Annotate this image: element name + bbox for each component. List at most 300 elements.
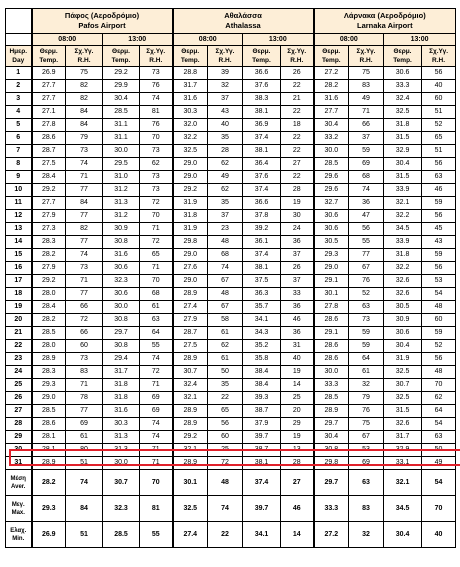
humidity-cell: 72 bbox=[140, 236, 173, 249]
temperature-cell: 38.1 bbox=[243, 262, 281, 275]
day-row bbox=[6, 288, 456, 301]
humidity-cell: 82 bbox=[66, 93, 103, 106]
temperature-cell: 30.5 bbox=[384, 301, 422, 314]
humidity-cell: 26 bbox=[281, 262, 314, 275]
humidity-cell: 62 bbox=[208, 158, 243, 171]
summary-row bbox=[6, 470, 456, 496]
temperature-cell: 32.7 bbox=[314, 197, 349, 210]
temperature-cell: 28.1 bbox=[32, 431, 66, 444]
humidity-cell: 66 bbox=[66, 327, 103, 340]
temperature-cell: 27.7 bbox=[32, 197, 66, 210]
day-row bbox=[6, 223, 456, 236]
day-header-gr: Ημερ. bbox=[9, 48, 28, 55]
temperature-cell: 32.3 bbox=[103, 275, 140, 288]
station-name-en: Larnaka Airport bbox=[357, 21, 413, 30]
temperature-cell: 27.7 bbox=[32, 80, 66, 93]
day-row bbox=[6, 314, 456, 327]
summary-row bbox=[6, 522, 456, 548]
humidity-cell: 73 bbox=[140, 184, 173, 197]
temperature-cell: 29.7 bbox=[314, 418, 349, 431]
summary-row bbox=[6, 496, 456, 522]
humidity-cell: 22 bbox=[208, 392, 243, 405]
summary-humidity-cell: 32 bbox=[349, 522, 384, 548]
day-number-cell: 3 bbox=[6, 93, 32, 106]
temperature-cell: 39.2 bbox=[243, 223, 281, 236]
humidity-cell: 73 bbox=[66, 353, 103, 366]
temperature-cell: 32.6 bbox=[384, 418, 422, 431]
temperature-cell: 38.1 bbox=[243, 145, 281, 158]
humidity-cell: 59 bbox=[422, 197, 456, 210]
temperature-cell: 31.1 bbox=[103, 132, 140, 145]
humidity-cell: 62 bbox=[140, 158, 173, 171]
rh-column-header bbox=[349, 46, 384, 67]
temp-header-gr: Θερμ. bbox=[181, 48, 200, 55]
humidity-cell: 33 bbox=[281, 288, 314, 301]
temperature-cell: 31.9 bbox=[173, 197, 208, 210]
temperature-cell: 28.3 bbox=[32, 236, 66, 249]
humidity-cell: 60 bbox=[422, 93, 456, 106]
temperature-cell: 28.2 bbox=[314, 80, 349, 93]
temperature-cell: 30.7 bbox=[384, 379, 422, 392]
summary-label-en: Min. bbox=[12, 535, 25, 542]
day-row bbox=[6, 379, 456, 392]
temperature-cell: 28.5 bbox=[314, 392, 349, 405]
temperature-cell: 37.4 bbox=[243, 249, 281, 262]
humidity-cell: 47 bbox=[349, 210, 384, 223]
temperature-cell: 30.7 bbox=[173, 366, 208, 379]
summary-temperature-cell: 29.7 bbox=[314, 470, 349, 496]
humidity-cell: 71 bbox=[140, 457, 173, 470]
humidity-cell: 61 bbox=[208, 353, 243, 366]
temperature-cell: 28.6 bbox=[314, 314, 349, 327]
humidity-cell: 35 bbox=[208, 197, 243, 210]
day-row bbox=[6, 275, 456, 288]
humidity-cell: 76 bbox=[349, 275, 384, 288]
temperature-cell: 35.2 bbox=[243, 340, 281, 353]
humidity-cell: 37 bbox=[208, 93, 243, 106]
summary-temperature-cell: 27.2 bbox=[314, 522, 349, 548]
humidity-cell: 37 bbox=[349, 132, 384, 145]
humidity-cell: 56 bbox=[208, 418, 243, 431]
temperature-cell: 27.4 bbox=[173, 301, 208, 314]
temperature-cell: 38.3 bbox=[243, 93, 281, 106]
day-number-cell: 7 bbox=[6, 145, 32, 158]
temperature-cell: 31.9 bbox=[384, 353, 422, 366]
temperature-cell: 32.4 bbox=[384, 93, 422, 106]
header-blank-cell bbox=[6, 9, 32, 34]
humidity-cell: 22 bbox=[281, 80, 314, 93]
temperature-cell: 31.6 bbox=[103, 249, 140, 262]
temperature-cell: 37.6 bbox=[243, 80, 281, 93]
day-row bbox=[6, 80, 456, 93]
temperature-cell: 29.8 bbox=[314, 457, 349, 470]
temperature-cell: 37.9 bbox=[243, 418, 281, 431]
humidity-cell: 59 bbox=[349, 340, 384, 353]
humidity-cell: 19 bbox=[281, 431, 314, 444]
humidity-cell: 40 bbox=[208, 119, 243, 132]
temperature-cell: 30.8 bbox=[103, 236, 140, 249]
humidity-cell: 80 bbox=[66, 444, 103, 457]
temperature-cell: 36.4 bbox=[243, 158, 281, 171]
summary-temperature-cell: 30.1 bbox=[173, 470, 208, 496]
humidity-cell: 72 bbox=[140, 197, 173, 210]
temperature-cell: 27.9 bbox=[32, 262, 66, 275]
temperature-cell: 30.6 bbox=[384, 327, 422, 340]
humidity-cell: 76 bbox=[140, 80, 173, 93]
humidity-cell: 50 bbox=[208, 366, 243, 379]
day-row bbox=[6, 197, 456, 210]
humidity-cell: 75 bbox=[349, 418, 384, 431]
temperature-cell: 28.4 bbox=[32, 301, 66, 314]
humidity-cell: 58 bbox=[208, 314, 243, 327]
humidity-cell: 71 bbox=[66, 171, 103, 184]
humidity-cell: 40 bbox=[422, 80, 456, 93]
temperature-cell: 30.0 bbox=[314, 366, 349, 379]
temperature-cell: 28.5 bbox=[314, 158, 349, 171]
temperature-cell: 28.9 bbox=[173, 418, 208, 431]
humidity-cell: 55 bbox=[349, 236, 384, 249]
summary-temperature-cell: 30.4 bbox=[384, 522, 422, 548]
day-number-cell: 31 bbox=[6, 457, 32, 470]
humidity-cell: 53 bbox=[349, 444, 384, 457]
humidity-cell: 21 bbox=[281, 93, 314, 106]
humidity-cell: 69 bbox=[66, 418, 103, 431]
station-header-pafos bbox=[32, 9, 173, 34]
humidity-cell: 52 bbox=[422, 119, 456, 132]
temperature-cell: 30.6 bbox=[314, 223, 349, 236]
humidity-cell: 46 bbox=[281, 314, 314, 327]
day-row bbox=[6, 119, 456, 132]
summary-temperature-cell: 28.2 bbox=[32, 470, 66, 496]
temperature-cell: 29.7 bbox=[103, 327, 140, 340]
temperature-cell: 30.4 bbox=[384, 158, 422, 171]
summary-humidity-cell: 51 bbox=[66, 522, 103, 548]
humidity-cell: 60 bbox=[422, 314, 456, 327]
temperature-cell: 39.7 bbox=[243, 431, 281, 444]
humidity-cell: 81 bbox=[140, 106, 173, 119]
day-row bbox=[6, 67, 456, 80]
humidity-cell: 56 bbox=[422, 353, 456, 366]
temperature-cell: 31.1 bbox=[103, 119, 140, 132]
temperature-cell: 31.7 bbox=[173, 80, 208, 93]
temperature-cell: 27.7 bbox=[314, 106, 349, 119]
temperature-cell: 37.5 bbox=[243, 275, 281, 288]
temp-header-en: Temp. bbox=[321, 57, 341, 64]
temperature-cell: 27.5 bbox=[32, 158, 66, 171]
temperature-cell: 29.2 bbox=[32, 275, 66, 288]
humidity-cell: 77 bbox=[66, 210, 103, 223]
humidity-cell: 56 bbox=[422, 210, 456, 223]
temperature-cell: 36.1 bbox=[243, 236, 281, 249]
day-number-cell: 11 bbox=[6, 197, 32, 210]
day-number-cell: 17 bbox=[6, 275, 32, 288]
temperature-cell: 31.6 bbox=[314, 93, 349, 106]
temperature-cell: 38.7 bbox=[243, 405, 281, 418]
humidity-cell: 69 bbox=[140, 405, 173, 418]
humidity-cell: 63 bbox=[140, 314, 173, 327]
humidity-cell: 65 bbox=[208, 405, 243, 418]
temperature-cell: 28.8 bbox=[173, 67, 208, 80]
summary-temperature-cell: 28.5 bbox=[103, 522, 140, 548]
temperature-cell: 33.2 bbox=[314, 132, 349, 145]
humidity-cell: 37 bbox=[281, 249, 314, 262]
day-number-cell: 22 bbox=[6, 340, 32, 353]
temperature-cell: 31.3 bbox=[103, 431, 140, 444]
temperature-cell: 37.4 bbox=[243, 184, 281, 197]
temperature-cell: 30.6 bbox=[103, 288, 140, 301]
temperature-cell: 32.4 bbox=[173, 379, 208, 392]
summary-humidity-cell: 14 bbox=[281, 522, 314, 548]
temperature-cell: 32.9 bbox=[384, 145, 422, 158]
rh-header-en: R.H. bbox=[218, 57, 232, 64]
temperature-cell: 31.2 bbox=[103, 184, 140, 197]
day-row bbox=[6, 444, 456, 457]
day-row bbox=[6, 431, 456, 444]
day-row bbox=[6, 327, 456, 340]
humidity-cell: 51 bbox=[422, 106, 456, 119]
temperature-cell: 29.0 bbox=[173, 171, 208, 184]
temperature-cell: 31.8 bbox=[103, 379, 140, 392]
summary-humidity-cell: 27 bbox=[281, 470, 314, 496]
rh-column-header bbox=[281, 46, 314, 67]
day-number-cell: 5 bbox=[6, 119, 32, 132]
rh-header-gr: Σχ.Υγ. bbox=[356, 48, 376, 55]
day-number-cell: 14 bbox=[6, 236, 32, 249]
temp-header-gr: Θερμ. bbox=[252, 48, 271, 55]
temperature-cell: 28.9 bbox=[314, 405, 349, 418]
humidity-cell: 71 bbox=[140, 223, 173, 236]
humidity-cell: 36 bbox=[281, 327, 314, 340]
weather-data-table bbox=[5, 8, 456, 548]
day-number-cell: 20 bbox=[6, 314, 32, 327]
temperature-cell: 38.4 bbox=[243, 366, 281, 379]
humidity-cell: 78 bbox=[66, 392, 103, 405]
temperature-cell: 27.9 bbox=[32, 210, 66, 223]
humidity-cell: 25 bbox=[208, 444, 243, 457]
temperature-cell: 27.3 bbox=[32, 223, 66, 236]
temperature-cell: 31.6 bbox=[103, 405, 140, 418]
humidity-cell: 19 bbox=[281, 197, 314, 210]
humidity-cell: 68 bbox=[208, 249, 243, 262]
temperature-cell: 29.1 bbox=[314, 275, 349, 288]
humidity-cell: 74 bbox=[140, 431, 173, 444]
temperature-cell: 31.5 bbox=[384, 132, 422, 145]
day-row bbox=[6, 106, 456, 119]
temperature-cell: 26.9 bbox=[32, 67, 66, 80]
humidity-cell: 62 bbox=[422, 392, 456, 405]
humidity-cell: 71 bbox=[140, 444, 173, 457]
day-number-cell: 10 bbox=[6, 184, 32, 197]
temperature-cell: 30.6 bbox=[314, 210, 349, 223]
summary-humidity-cell: 74 bbox=[208, 496, 243, 522]
day-row bbox=[6, 366, 456, 379]
summary-temperature-cell: 30.7 bbox=[103, 470, 140, 496]
day-row bbox=[6, 184, 456, 197]
time-label: 08:00 bbox=[173, 34, 243, 46]
humidity-cell: 43 bbox=[422, 236, 456, 249]
temperature-cell: 32.5 bbox=[384, 106, 422, 119]
temperature-cell: 36.3 bbox=[243, 288, 281, 301]
temperature-cell: 33.3 bbox=[384, 80, 422, 93]
time-label: 13:00 bbox=[384, 34, 456, 46]
day-row bbox=[6, 418, 456, 431]
temperature-cell: 30.3 bbox=[173, 106, 208, 119]
humidity-cell: 66 bbox=[66, 301, 103, 314]
humidity-cell: 20 bbox=[281, 405, 314, 418]
humidity-cell: 48 bbox=[422, 366, 456, 379]
summary-humidity-cell: 40 bbox=[422, 522, 456, 548]
humidity-cell: 74 bbox=[140, 418, 173, 431]
humidity-cell: 52 bbox=[349, 288, 384, 301]
temperature-cell: 30.4 bbox=[314, 119, 349, 132]
humidity-cell: 46 bbox=[422, 184, 456, 197]
temp-column-header bbox=[314, 46, 349, 67]
temperature-cell: 30.0 bbox=[103, 457, 140, 470]
summary-humidity-cell: 46 bbox=[281, 496, 314, 522]
temperature-cell: 32.6 bbox=[384, 288, 422, 301]
humidity-cell: 36 bbox=[281, 301, 314, 314]
humidity-cell: 76 bbox=[140, 119, 173, 132]
temperature-cell: 37.8 bbox=[243, 210, 281, 223]
temperature-cell: 29.2 bbox=[173, 431, 208, 444]
humidity-cell: 60 bbox=[66, 340, 103, 353]
humidity-cell: 68 bbox=[349, 171, 384, 184]
humidity-cell: 64 bbox=[140, 327, 173, 340]
temperature-cell: 31.8 bbox=[103, 392, 140, 405]
temp-column-header bbox=[103, 46, 140, 67]
temperature-cell: 32.0 bbox=[173, 119, 208, 132]
day-column-header bbox=[6, 46, 32, 67]
humidity-cell: 32 bbox=[349, 379, 384, 392]
temp-header-en: Temp. bbox=[252, 57, 271, 64]
temperature-cell: 28.6 bbox=[314, 340, 349, 353]
time-label: 13:00 bbox=[243, 34, 314, 46]
temperature-cell: 28.6 bbox=[32, 132, 66, 145]
temperature-cell: 27.8 bbox=[314, 301, 349, 314]
humidity-cell: 72 bbox=[208, 457, 243, 470]
humidity-cell: 62 bbox=[208, 340, 243, 353]
temperature-cell: 29.0 bbox=[173, 249, 208, 262]
day-number-cell: 19 bbox=[6, 301, 32, 314]
day-row bbox=[6, 392, 456, 405]
rh-column-header bbox=[66, 46, 103, 67]
temperature-cell: 32.2 bbox=[384, 262, 422, 275]
temperature-cell: 37.6 bbox=[243, 171, 281, 184]
rh-header-gr: Σχ.Υγ. bbox=[287, 48, 307, 55]
temperature-cell: 27.1 bbox=[32, 106, 66, 119]
temperature-cell: 29.5 bbox=[103, 158, 140, 171]
humidity-cell: 71 bbox=[140, 379, 173, 392]
day-number-cell: 2 bbox=[6, 80, 32, 93]
day-number-cell: 28 bbox=[6, 418, 32, 431]
humidity-cell: 73 bbox=[66, 262, 103, 275]
humidity-cell: 73 bbox=[140, 67, 173, 80]
day-number-cell: 12 bbox=[6, 210, 32, 223]
humidity-cell: 52 bbox=[422, 340, 456, 353]
temperature-cell: 30.0 bbox=[103, 145, 140, 158]
temperature-cell: 38.1 bbox=[243, 457, 281, 470]
temperature-cell: 34.3 bbox=[243, 327, 281, 340]
humidity-cell: 35 bbox=[208, 132, 243, 145]
humidity-cell: 66 bbox=[349, 119, 384, 132]
humidity-cell: 48 bbox=[208, 288, 243, 301]
humidity-cell: 84 bbox=[66, 119, 103, 132]
temperature-cell: 33.1 bbox=[384, 457, 422, 470]
summary-temperature-cell: 37.4 bbox=[243, 470, 281, 496]
humidity-cell: 64 bbox=[349, 353, 384, 366]
humidity-cell: 77 bbox=[66, 288, 103, 301]
temperature-cell: 29.8 bbox=[173, 236, 208, 249]
humidity-cell: 67 bbox=[208, 275, 243, 288]
temperature-cell: 28.5 bbox=[32, 405, 66, 418]
rh-header-gr: Σχ.Υγ. bbox=[146, 48, 166, 55]
humidity-cell: 18 bbox=[281, 119, 314, 132]
humidity-cell: 39 bbox=[208, 67, 243, 80]
humidity-cell: 72 bbox=[66, 314, 103, 327]
day-number-cell: 9 bbox=[6, 171, 32, 184]
humidity-cell: 30 bbox=[281, 210, 314, 223]
temp-header-en: Temp. bbox=[180, 57, 200, 64]
day-row bbox=[6, 340, 456, 353]
humidity-cell: 63 bbox=[349, 301, 384, 314]
humidity-cell: 49 bbox=[422, 457, 456, 470]
humidity-cell: 74 bbox=[208, 262, 243, 275]
summary-label-cell bbox=[6, 496, 32, 522]
temperature-cell: 28.2 bbox=[32, 314, 66, 327]
humidity-cell: 65 bbox=[422, 132, 456, 145]
temperature-cell: 29.9 bbox=[103, 80, 140, 93]
temperature-cell: 29.2 bbox=[103, 67, 140, 80]
temperature-cell: 28.6 bbox=[32, 418, 66, 431]
humidity-cell: 31 bbox=[281, 340, 314, 353]
summary-humidity-cell: 83 bbox=[349, 496, 384, 522]
humidity-cell: 59 bbox=[422, 327, 456, 340]
summary-humidity-cell: 70 bbox=[422, 496, 456, 522]
day-row bbox=[6, 145, 456, 158]
temperature-cell: 32.6 bbox=[384, 275, 422, 288]
temperature-cell: 36.6 bbox=[243, 67, 281, 80]
humidity-cell: 77 bbox=[349, 249, 384, 262]
humidity-cell: 50 bbox=[422, 444, 456, 457]
time-header-row bbox=[6, 34, 456, 46]
temperature-cell: 27.2 bbox=[314, 67, 349, 80]
temperature-cell: 30.3 bbox=[103, 418, 140, 431]
temperature-cell: 30.0 bbox=[103, 301, 140, 314]
temperature-cell: 31.2 bbox=[103, 210, 140, 223]
humidity-cell: 63 bbox=[422, 171, 456, 184]
humidity-cell: 56 bbox=[422, 67, 456, 80]
rh-header-en: R.H. bbox=[432, 57, 446, 64]
humidity-cell: 71 bbox=[349, 106, 384, 119]
temp-header-gr: Θερμ. bbox=[112, 48, 130, 55]
temperature-cell: 32.5 bbox=[384, 366, 422, 379]
humidity-cell: 64 bbox=[422, 405, 456, 418]
day-number-cell: 23 bbox=[6, 353, 32, 366]
day-row bbox=[6, 405, 456, 418]
temp-column-header bbox=[173, 46, 208, 67]
temperature-cell: 29.6 bbox=[314, 184, 349, 197]
humidity-cell: 25 bbox=[281, 392, 314, 405]
humidity-cell: 71 bbox=[66, 379, 103, 392]
temp-header-gr: Θερμ. bbox=[393, 48, 412, 55]
humidity-cell: 48 bbox=[208, 236, 243, 249]
temperature-cell: 32.5 bbox=[173, 145, 208, 158]
day-number-cell: 29 bbox=[6, 431, 32, 444]
column-header-row bbox=[6, 46, 456, 67]
temperature-cell: 30.8 bbox=[103, 314, 140, 327]
temperature-cell: 32.2 bbox=[384, 210, 422, 223]
day-number-cell: 1 bbox=[6, 67, 32, 80]
